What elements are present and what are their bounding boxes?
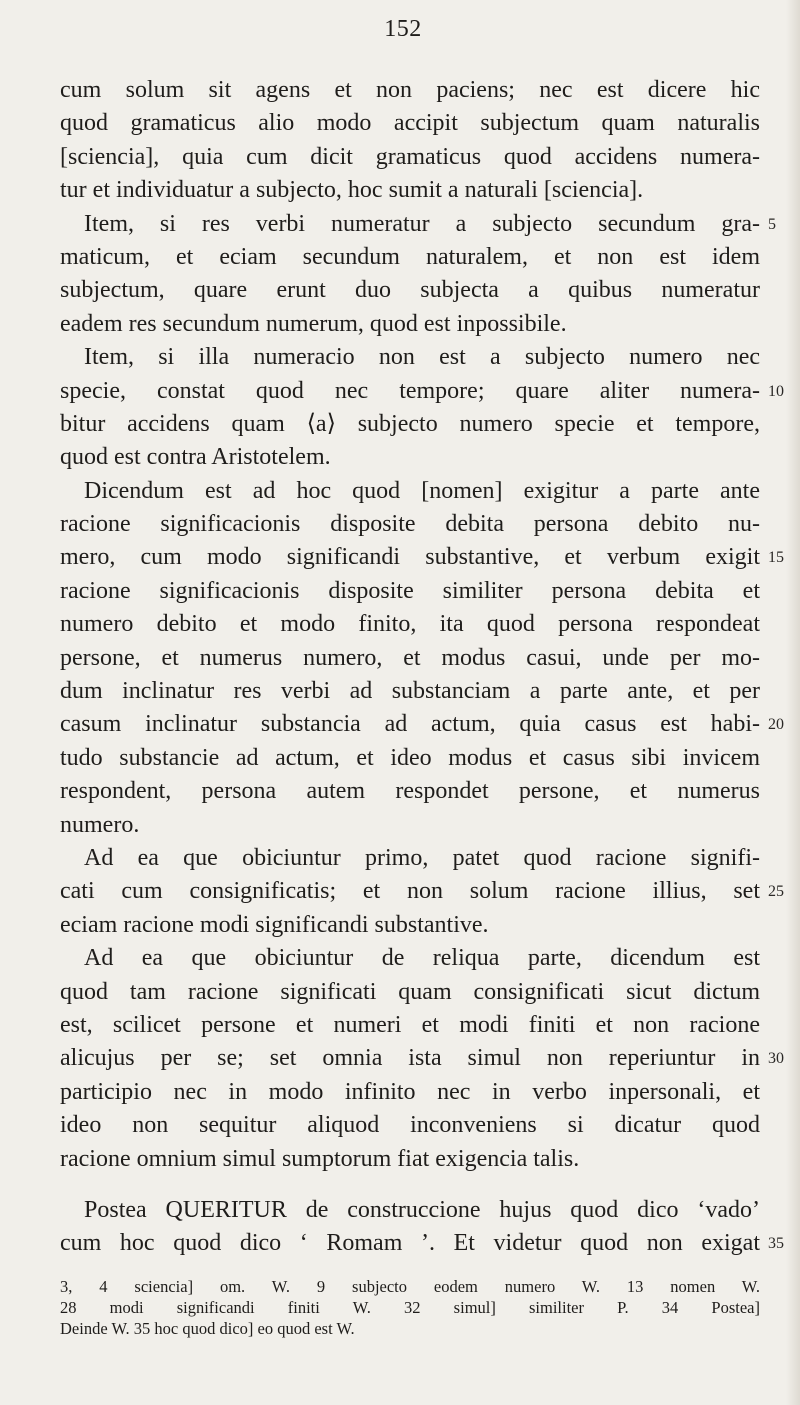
text-line-content: cati cum consignificatis; et non solum racione illius, set [60, 878, 760, 905]
text-line-content: cum hoc quod dico ‘ Romam ’. Et videtur quod non exigat [60, 1230, 760, 1257]
text-line-content: eciam racione modi significandi substantive. [60, 911, 489, 938]
main-text [60, 74, 784, 1261]
line-number: 35 [768, 1235, 784, 1253]
text-line [60, 174, 760, 207]
text-line-content: Ad ea que obiciuntur de reliqua parte, dicendum est [84, 945, 760, 972]
text-line [60, 441, 760, 474]
text-line [60, 274, 760, 307]
line-number: 30 [768, 1050, 784, 1068]
text-line [60, 508, 760, 541]
text-line-content: Dicendum est ad hoc quod [nomen] exigitur a parte ante [84, 477, 760, 504]
text-line [60, 809, 760, 842]
text-line-content: racione significacionis disposite similiter persona debita et [60, 577, 760, 604]
text-line-content: quod gramaticus alio modo accipit subjectum quam naturalis [60, 110, 760, 137]
apparatus-note-line: 3, 4 sciencia] om. W. 9 subjecto eodem numero W. 13 nomen W. [60, 1277, 760, 1296]
text-line [60, 208, 776, 241]
text-line [60, 875, 784, 908]
text-line-content: racione omnium simul sumptorum fiat exigencia talis. [60, 1145, 580, 1172]
text-line-content: tur et individuatur a subjecto, hoc sumit a naturali [sciencia]. [60, 177, 644, 204]
main-text-lines [60, 74, 784, 1176]
text-line-content: subjectum, quare erunt duo subjecta a quibus numeratur [60, 277, 760, 304]
text-line [60, 675, 760, 708]
text-line [60, 708, 784, 741]
text-line-content: dum inclinatur res verbi ad substanciam a parte ante, et per [60, 678, 760, 705]
text-line-content: Item, si illa numeracio non est a subjecto numero nec [84, 344, 760, 371]
text-line-content: tudo substancie ad actum, et ideo modus et casus sibi invicem [60, 744, 760, 771]
text-line [60, 1194, 760, 1227]
text-line [60, 909, 760, 942]
line-number: 10 [768, 382, 784, 400]
text-line [60, 241, 760, 274]
text-line-content: numero. [60, 811, 140, 838]
text-line [60, 74, 760, 107]
text-line-content: maticum, et eciam secundum naturalem, et non est idem [60, 243, 760, 270]
text-line-content: participio nec in modo infinito nec in verbo inpersonali, et [60, 1078, 760, 1105]
text-line-content: eadem res secundum numerum, quod est inpossibile. [60, 310, 567, 337]
text-line [60, 408, 760, 441]
text-line-content: est, scilicet persone et numeri et modi finiti et non racione [60, 1011, 760, 1038]
text-line [60, 1143, 760, 1176]
text-line [60, 608, 760, 641]
text-line-content: quod est contra Aristotelem. [60, 444, 331, 471]
paragraph-gap [60, 1176, 760, 1194]
text-line [60, 842, 760, 875]
text-line-content: specie, constat quod nec tempore; quare aliter numera- [60, 377, 760, 404]
text-line [60, 1109, 760, 1142]
text-line-content: Ad ea que obiciuntur primo, patet quod racione signifi- [84, 844, 760, 871]
text-line [60, 1076, 760, 1109]
text-line-content: persone, et numerus numero, et modus casui, unde per mo- [60, 644, 760, 671]
text-line [60, 775, 760, 808]
text-line-content: Postea QUERITUR de construccione hujus quod dico ‘vado’ [84, 1196, 760, 1223]
closing-text-lines [60, 1194, 784, 1261]
text-line-content: cum solum sit agens et non paciens; nec est dicere hic [60, 77, 760, 103]
text-line [60, 575, 760, 608]
line-number: 15 [768, 549, 784, 567]
text-line-content: ideo non sequitur aliquod inconveniens si dicatur quod [60, 1112, 760, 1139]
text-line [60, 475, 760, 508]
line-number: 20 [768, 716, 784, 734]
line-number: 25 [768, 883, 784, 901]
text-line-content: alicujus per se; set omnia ista simul non reperiuntur in [60, 1045, 760, 1072]
text-line [60, 541, 784, 574]
text-line [60, 942, 760, 975]
critical-apparatus [60, 1276, 760, 1339]
apparatus-note-line: 28 modi significandi finiti W. 32 simul] similiter P. 34 Postea] [60, 1298, 760, 1317]
text-line-content: mero, cum modo significandi substantive, et verbum exigit [60, 544, 760, 571]
text-line-content: respondent, persona autem respondet persone, et numerus [60, 778, 760, 805]
apparatus-note-line: Deinde W. 35 hoc quod dico] eo quod est W. [60, 1319, 355, 1338]
text-line-content: numero debito et modo finito, ita quod persona respondeat [60, 611, 760, 638]
text-line [60, 976, 760, 1009]
text-line-content: [sciencia], quia cum dicit gramaticus quod accidens numera- [60, 143, 760, 170]
text-line-content: bitur accidens quam ⟨a⟩ subjecto numero specie et tempore, [60, 410, 760, 437]
text-line-content: casum inclinatur substancia ad actum, quia casus est habi- [60, 711, 760, 738]
line-number: 5 [768, 215, 776, 233]
page-number: 152 [384, 16, 422, 42]
text-line [60, 141, 760, 174]
text-line [60, 742, 760, 775]
text-line [60, 642, 760, 675]
text-line [60, 1009, 760, 1042]
text-line-content: quod tam racione significati quam consignificati sicut dictum [60, 978, 760, 1005]
text-line [60, 1042, 784, 1075]
text-line-content: Item, si res verbi numeratur a subjecto secundum gra- [84, 210, 760, 237]
page-edge-shadow [786, 0, 800, 1405]
text-line-content: racione significacionis disposite debita persona debito nu- [60, 511, 760, 538]
text-line [60, 341, 760, 374]
text-line [60, 1227, 784, 1260]
text-line [60, 308, 760, 341]
text-line [60, 107, 760, 140]
text-line [60, 375, 784, 408]
